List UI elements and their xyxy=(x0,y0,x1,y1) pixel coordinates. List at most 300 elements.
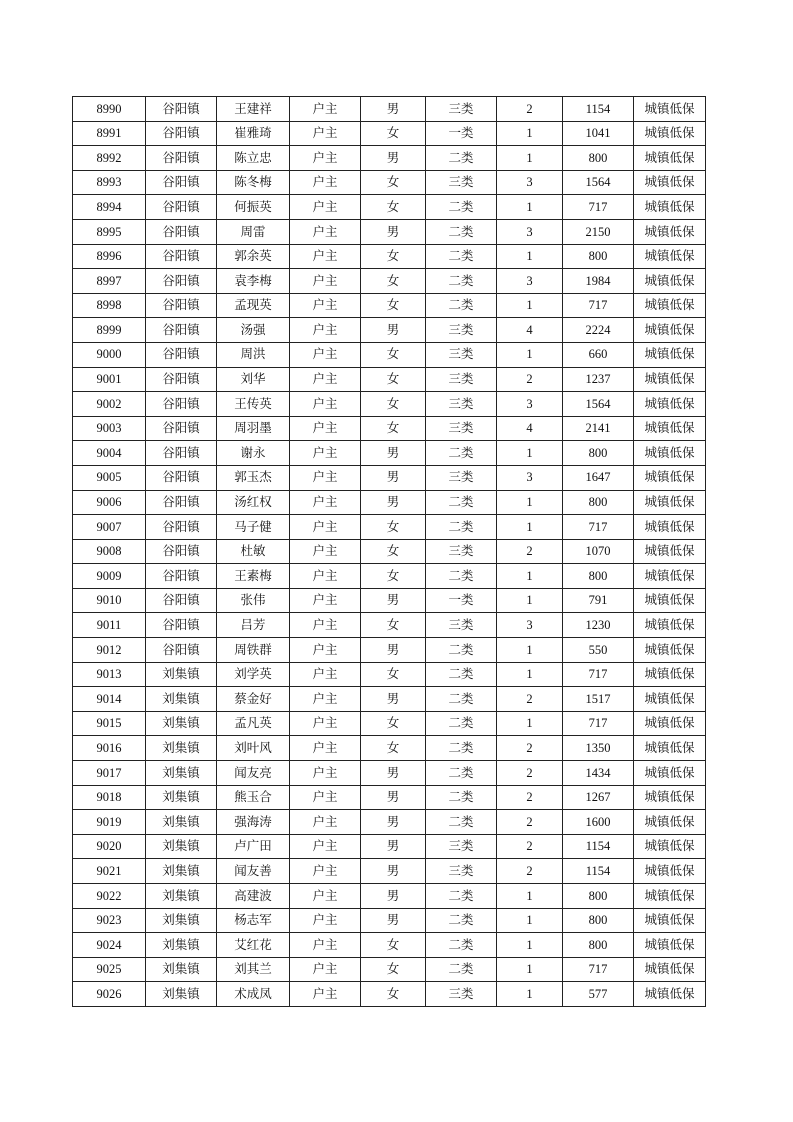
cell-relation: 户主 xyxy=(290,146,361,171)
cell-id: 8999 xyxy=(73,318,146,343)
cell-amount: 717 xyxy=(563,515,634,540)
cell-name: 何振英 xyxy=(217,195,290,220)
cell-gender: 女 xyxy=(361,662,426,687)
cell-gender: 女 xyxy=(361,293,426,318)
cell-category: 二类 xyxy=(426,219,497,244)
cell-amount: 717 xyxy=(563,293,634,318)
cell-town: 刘集镇 xyxy=(146,834,217,859)
table-row xyxy=(73,711,706,736)
cell-category: 二类 xyxy=(426,736,497,761)
cell-relation: 户主 xyxy=(290,785,361,810)
cell-category: 三类 xyxy=(426,318,497,343)
cell-relation: 户主 xyxy=(290,465,361,490)
cell-type: 城镇低保 xyxy=(634,318,706,343)
cell-gender: 男 xyxy=(361,761,426,786)
cell-category: 三类 xyxy=(426,613,497,638)
cell-category: 二类 xyxy=(426,269,497,294)
cell-relation: 户主 xyxy=(290,736,361,761)
cell-amount: 1600 xyxy=(563,810,634,835)
cell-town: 谷阳镇 xyxy=(146,416,217,441)
cell-gender: 女 xyxy=(361,933,426,958)
cell-category: 三类 xyxy=(426,859,497,884)
cell-id: 9022 xyxy=(73,884,146,909)
cell-amount: 717 xyxy=(563,195,634,220)
cell-amount: 2141 xyxy=(563,416,634,441)
cell-type: 城镇低保 xyxy=(634,441,706,466)
cell-type: 城镇低保 xyxy=(634,785,706,810)
table-row xyxy=(73,736,706,761)
cell-type: 城镇低保 xyxy=(634,539,706,564)
cell-category: 二类 xyxy=(426,564,497,589)
table-row xyxy=(73,933,706,958)
cell-amount: 800 xyxy=(563,564,634,589)
cell-name: 杨志军 xyxy=(217,908,290,933)
cell-amount: 1154 xyxy=(563,834,634,859)
cell-id: 9009 xyxy=(73,564,146,589)
cell-relation: 户主 xyxy=(290,933,361,958)
cell-gender: 男 xyxy=(361,810,426,835)
cell-amount: 717 xyxy=(563,662,634,687)
cell-town: 刘集镇 xyxy=(146,810,217,835)
table-row xyxy=(73,97,706,122)
cell-amount: 2150 xyxy=(563,219,634,244)
cell-name: 周铁群 xyxy=(217,638,290,663)
cell-type: 城镇低保 xyxy=(634,736,706,761)
cell-id: 9010 xyxy=(73,588,146,613)
cell-relation: 户主 xyxy=(290,293,361,318)
cell-relation: 户主 xyxy=(290,884,361,909)
cell-gender: 女 xyxy=(361,392,426,417)
cell-id: 9016 xyxy=(73,736,146,761)
cell-category: 二类 xyxy=(426,711,497,736)
household-table xyxy=(72,96,706,1007)
cell-members: 1 xyxy=(497,884,563,909)
cell-gender: 男 xyxy=(361,785,426,810)
table-row xyxy=(73,195,706,220)
cell-name: 周洪 xyxy=(217,342,290,367)
cell-amount: 1070 xyxy=(563,539,634,564)
table-row xyxy=(73,146,706,171)
cell-type: 城镇低保 xyxy=(634,834,706,859)
cell-category: 三类 xyxy=(426,834,497,859)
cell-relation: 户主 xyxy=(290,392,361,417)
cell-members: 2 xyxy=(497,761,563,786)
cell-gender: 女 xyxy=(361,515,426,540)
cell-relation: 户主 xyxy=(290,219,361,244)
cell-category: 三类 xyxy=(426,97,497,122)
cell-category: 二类 xyxy=(426,884,497,909)
cell-category: 三类 xyxy=(426,342,497,367)
cell-gender: 女 xyxy=(361,564,426,589)
cell-name: 王素梅 xyxy=(217,564,290,589)
cell-members: 1 xyxy=(497,711,563,736)
cell-amount: 1230 xyxy=(563,613,634,638)
cell-name: 张伟 xyxy=(217,588,290,613)
cell-gender: 男 xyxy=(361,884,426,909)
cell-category: 一类 xyxy=(426,121,497,146)
cell-name: 蔡金好 xyxy=(217,687,290,712)
cell-gender: 女 xyxy=(361,170,426,195)
cell-type: 城镇低保 xyxy=(634,195,706,220)
cell-type: 城镇低保 xyxy=(634,957,706,982)
cell-name: 汤红权 xyxy=(217,490,290,515)
cell-type: 城镇低保 xyxy=(634,933,706,958)
cell-category: 二类 xyxy=(426,761,497,786)
cell-members: 2 xyxy=(497,859,563,884)
cell-relation: 户主 xyxy=(290,982,361,1007)
cell-relation: 户主 xyxy=(290,761,361,786)
cell-name: 刘华 xyxy=(217,367,290,392)
cell-id: 9008 xyxy=(73,539,146,564)
cell-type: 城镇低保 xyxy=(634,687,706,712)
cell-members: 3 xyxy=(497,465,563,490)
cell-id: 8996 xyxy=(73,244,146,269)
cell-amount: 717 xyxy=(563,957,634,982)
cell-type: 城镇低保 xyxy=(634,121,706,146)
cell-relation: 户主 xyxy=(290,539,361,564)
cell-members: 3 xyxy=(497,269,563,294)
cell-category: 二类 xyxy=(426,441,497,466)
table-row xyxy=(73,884,706,909)
cell-category: 二类 xyxy=(426,638,497,663)
cell-members: 1 xyxy=(497,588,563,613)
cell-category: 二类 xyxy=(426,146,497,171)
table-row xyxy=(73,392,706,417)
cell-gender: 男 xyxy=(361,687,426,712)
cell-category: 二类 xyxy=(426,810,497,835)
table-row xyxy=(73,465,706,490)
cell-members: 2 xyxy=(497,539,563,564)
cell-members: 3 xyxy=(497,219,563,244)
cell-id: 8991 xyxy=(73,121,146,146)
cell-relation: 户主 xyxy=(290,244,361,269)
table-row xyxy=(73,638,706,663)
cell-amount: 1041 xyxy=(563,121,634,146)
table-row xyxy=(73,588,706,613)
cell-category: 二类 xyxy=(426,933,497,958)
cell-members: 3 xyxy=(497,392,563,417)
cell-name: 谢永 xyxy=(217,441,290,466)
cell-name: 强海涛 xyxy=(217,810,290,835)
cell-type: 城镇低保 xyxy=(634,908,706,933)
cell-category: 三类 xyxy=(426,170,497,195)
cell-members: 1 xyxy=(497,908,563,933)
cell-members: 1 xyxy=(497,121,563,146)
cell-category: 二类 xyxy=(426,662,497,687)
cell-relation: 户主 xyxy=(290,908,361,933)
cell-relation: 户主 xyxy=(290,515,361,540)
cell-type: 城镇低保 xyxy=(634,97,706,122)
cell-relation: 户主 xyxy=(290,834,361,859)
cell-relation: 户主 xyxy=(290,342,361,367)
table-row xyxy=(73,761,706,786)
cell-members: 2 xyxy=(497,785,563,810)
cell-members: 1 xyxy=(497,244,563,269)
cell-id: 9014 xyxy=(73,687,146,712)
cell-name: 袁李梅 xyxy=(217,269,290,294)
cell-gender: 女 xyxy=(361,539,426,564)
cell-category: 二类 xyxy=(426,490,497,515)
cell-name: 艾红花 xyxy=(217,933,290,958)
cell-relation: 户主 xyxy=(290,613,361,638)
table-row xyxy=(73,293,706,318)
cell-members: 4 xyxy=(497,416,563,441)
cell-id: 9024 xyxy=(73,933,146,958)
cell-id: 8990 xyxy=(73,97,146,122)
cell-name: 刘叶风 xyxy=(217,736,290,761)
cell-town: 谷阳镇 xyxy=(146,613,217,638)
cell-type: 城镇低保 xyxy=(634,170,706,195)
table-row xyxy=(73,564,706,589)
cell-town: 刘集镇 xyxy=(146,908,217,933)
cell-relation: 户主 xyxy=(290,416,361,441)
cell-category: 二类 xyxy=(426,687,497,712)
cell-name: 孟现英 xyxy=(217,293,290,318)
cell-town: 刘集镇 xyxy=(146,859,217,884)
cell-name: 陈立忠 xyxy=(217,146,290,171)
cell-town: 刘集镇 xyxy=(146,662,217,687)
cell-category: 三类 xyxy=(426,539,497,564)
cell-gender: 女 xyxy=(361,416,426,441)
cell-category: 三类 xyxy=(426,416,497,441)
cell-id: 9000 xyxy=(73,342,146,367)
cell-name: 熊玉合 xyxy=(217,785,290,810)
cell-gender: 女 xyxy=(361,244,426,269)
cell-members: 2 xyxy=(497,367,563,392)
cell-gender: 女 xyxy=(361,711,426,736)
cell-id: 8993 xyxy=(73,170,146,195)
cell-category: 二类 xyxy=(426,908,497,933)
cell-name: 郭余英 xyxy=(217,244,290,269)
cell-members: 1 xyxy=(497,146,563,171)
cell-type: 城镇低保 xyxy=(634,392,706,417)
cell-name: 王传英 xyxy=(217,392,290,417)
cell-relation: 户主 xyxy=(290,97,361,122)
cell-category: 二类 xyxy=(426,785,497,810)
cell-town: 谷阳镇 xyxy=(146,121,217,146)
table-row xyxy=(73,490,706,515)
cell-relation: 户主 xyxy=(290,195,361,220)
cell-relation: 户主 xyxy=(290,588,361,613)
cell-town: 谷阳镇 xyxy=(146,588,217,613)
cell-type: 城镇低保 xyxy=(634,638,706,663)
table-row xyxy=(73,269,706,294)
cell-type: 城镇低保 xyxy=(634,761,706,786)
cell-type: 城镇低保 xyxy=(634,490,706,515)
cell-amount: 800 xyxy=(563,441,634,466)
table-row xyxy=(73,810,706,835)
cell-gender: 女 xyxy=(361,121,426,146)
cell-type: 城镇低保 xyxy=(634,982,706,1007)
cell-type: 城镇低保 xyxy=(634,810,706,835)
cell-type: 城镇低保 xyxy=(634,613,706,638)
cell-gender: 女 xyxy=(361,613,426,638)
cell-amount: 800 xyxy=(563,490,634,515)
cell-name: 术成凤 xyxy=(217,982,290,1007)
cell-town: 谷阳镇 xyxy=(146,269,217,294)
table-row xyxy=(73,244,706,269)
table-row xyxy=(73,613,706,638)
cell-amount: 800 xyxy=(563,146,634,171)
cell-town: 刘集镇 xyxy=(146,736,217,761)
cell-category: 二类 xyxy=(426,244,497,269)
cell-id: 9021 xyxy=(73,859,146,884)
cell-name: 崔雅琦 xyxy=(217,121,290,146)
cell-town: 谷阳镇 xyxy=(146,392,217,417)
cell-amount: 1154 xyxy=(563,859,634,884)
cell-type: 城镇低保 xyxy=(634,219,706,244)
cell-gender: 男 xyxy=(361,859,426,884)
cell-amount: 577 xyxy=(563,982,634,1007)
cell-type: 城镇低保 xyxy=(634,269,706,294)
cell-members: 3 xyxy=(497,170,563,195)
cell-name: 高建波 xyxy=(217,884,290,909)
cell-town: 谷阳镇 xyxy=(146,244,217,269)
cell-town: 刘集镇 xyxy=(146,982,217,1007)
cell-town: 谷阳镇 xyxy=(146,441,217,466)
cell-name: 周雷 xyxy=(217,219,290,244)
cell-amount: 1564 xyxy=(563,170,634,195)
cell-gender: 男 xyxy=(361,588,426,613)
cell-relation: 户主 xyxy=(290,662,361,687)
cell-name: 闻友善 xyxy=(217,859,290,884)
cell-id: 9019 xyxy=(73,810,146,835)
cell-members: 1 xyxy=(497,982,563,1007)
cell-amount: 1350 xyxy=(563,736,634,761)
cell-town: 谷阳镇 xyxy=(146,170,217,195)
cell-town: 谷阳镇 xyxy=(146,490,217,515)
cell-id: 8997 xyxy=(73,269,146,294)
cell-category: 三类 xyxy=(426,392,497,417)
cell-gender: 女 xyxy=(361,367,426,392)
cell-type: 城镇低保 xyxy=(634,293,706,318)
cell-id: 9003 xyxy=(73,416,146,441)
cell-amount: 717 xyxy=(563,711,634,736)
table-row xyxy=(73,785,706,810)
cell-amount: 1564 xyxy=(563,392,634,417)
table-row xyxy=(73,957,706,982)
cell-gender: 男 xyxy=(361,465,426,490)
cell-amount: 1267 xyxy=(563,785,634,810)
cell-id: 9006 xyxy=(73,490,146,515)
cell-name: 王建祥 xyxy=(217,97,290,122)
cell-town: 谷阳镇 xyxy=(146,195,217,220)
cell-name: 吕芳 xyxy=(217,613,290,638)
cell-category: 二类 xyxy=(426,293,497,318)
table-row xyxy=(73,367,706,392)
cell-town: 谷阳镇 xyxy=(146,564,217,589)
cell-name: 闻友亮 xyxy=(217,761,290,786)
table-row xyxy=(73,342,706,367)
cell-type: 城镇低保 xyxy=(634,515,706,540)
table-row xyxy=(73,539,706,564)
cell-members: 1 xyxy=(497,957,563,982)
cell-type: 城镇低保 xyxy=(634,884,706,909)
cell-town: 刘集镇 xyxy=(146,785,217,810)
cell-gender: 女 xyxy=(361,957,426,982)
cell-type: 城镇低保 xyxy=(634,367,706,392)
cell-name: 郭玉杰 xyxy=(217,465,290,490)
cell-gender: 男 xyxy=(361,97,426,122)
cell-category: 二类 xyxy=(426,515,497,540)
cell-name: 周羽墨 xyxy=(217,416,290,441)
table-row xyxy=(73,834,706,859)
cell-members: 4 xyxy=(497,318,563,343)
cell-amount: 1647 xyxy=(563,465,634,490)
cell-id: 9025 xyxy=(73,957,146,982)
table-row xyxy=(73,662,706,687)
cell-relation: 户主 xyxy=(290,711,361,736)
table-row xyxy=(73,219,706,244)
cell-gender: 男 xyxy=(361,441,426,466)
cell-members: 2 xyxy=(497,97,563,122)
cell-town: 刘集镇 xyxy=(146,761,217,786)
cell-name: 汤强 xyxy=(217,318,290,343)
cell-members: 2 xyxy=(497,736,563,761)
cell-amount: 1154 xyxy=(563,97,634,122)
cell-relation: 户主 xyxy=(290,564,361,589)
cell-gender: 男 xyxy=(361,834,426,859)
cell-amount: 791 xyxy=(563,588,634,613)
cell-relation: 户主 xyxy=(290,490,361,515)
cell-town: 刘集镇 xyxy=(146,884,217,909)
cell-id: 9012 xyxy=(73,638,146,663)
cell-id: 9005 xyxy=(73,465,146,490)
cell-members: 1 xyxy=(497,638,563,663)
cell-id: 9001 xyxy=(73,367,146,392)
cell-id: 9007 xyxy=(73,515,146,540)
cell-members: 1 xyxy=(497,933,563,958)
cell-category: 一类 xyxy=(426,588,497,613)
cell-id: 9023 xyxy=(73,908,146,933)
cell-town: 刘集镇 xyxy=(146,687,217,712)
cell-type: 城镇低保 xyxy=(634,588,706,613)
cell-name: 孟凡英 xyxy=(217,711,290,736)
cell-members: 2 xyxy=(497,687,563,712)
cell-town: 谷阳镇 xyxy=(146,293,217,318)
cell-town: 刘集镇 xyxy=(146,711,217,736)
table-row xyxy=(73,982,706,1007)
cell-members: 2 xyxy=(497,810,563,835)
cell-type: 城镇低保 xyxy=(634,416,706,441)
cell-members: 3 xyxy=(497,613,563,638)
cell-members: 1 xyxy=(497,293,563,318)
cell-relation: 户主 xyxy=(290,638,361,663)
cell-gender: 女 xyxy=(361,269,426,294)
cell-town: 谷阳镇 xyxy=(146,638,217,663)
cell-town: 刘集镇 xyxy=(146,933,217,958)
cell-relation: 户主 xyxy=(290,170,361,195)
cell-amount: 800 xyxy=(563,244,634,269)
cell-name: 杜敏 xyxy=(217,539,290,564)
table-row xyxy=(73,318,706,343)
cell-relation: 户主 xyxy=(290,957,361,982)
cell-id: 8998 xyxy=(73,293,146,318)
table-row xyxy=(73,121,706,146)
cell-members: 1 xyxy=(497,195,563,220)
cell-gender: 男 xyxy=(361,318,426,343)
cell-town: 谷阳镇 xyxy=(146,367,217,392)
cell-gender: 男 xyxy=(361,638,426,663)
cell-id: 8994 xyxy=(73,195,146,220)
cell-amount: 2224 xyxy=(563,318,634,343)
cell-town: 谷阳镇 xyxy=(146,146,217,171)
cell-gender: 男 xyxy=(361,490,426,515)
cell-amount: 1517 xyxy=(563,687,634,712)
table-row xyxy=(73,416,706,441)
cell-town: 谷阳镇 xyxy=(146,342,217,367)
cell-category: 三类 xyxy=(426,982,497,1007)
